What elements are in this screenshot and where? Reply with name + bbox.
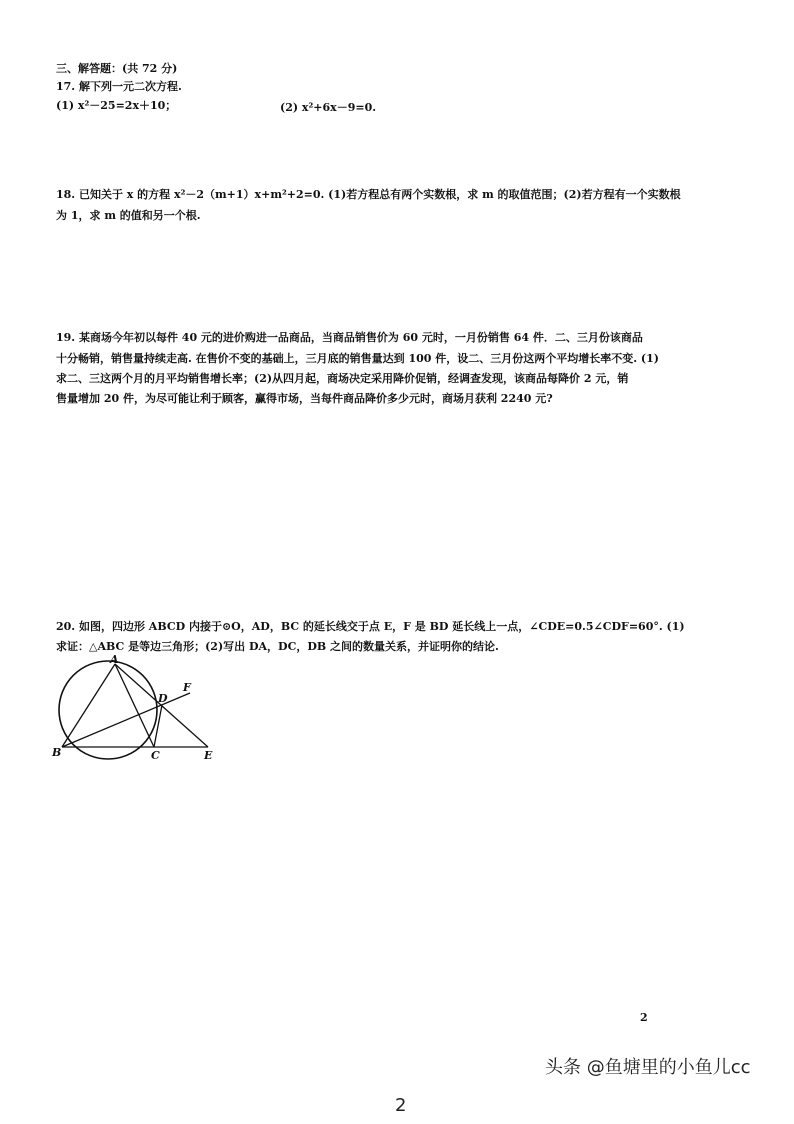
question-19-line-2: 十分畅销，销售量持续走高. 在售价不变的基础上，三月底的销售量达到 100 件，设二、三月份这两个平均增长率不变. (1)	[56, 352, 659, 365]
question-18-line-2: 为 1，求 m 的值和另一个根.	[56, 209, 201, 222]
question-19-line-4: 售量增加 20 件，为尽可能让利于顾客，赢得市场，当每件商品降价多少元时，商场月获利 2240 元?	[56, 392, 553, 405]
question-17-title: 17. 解下列一元二次方程.	[56, 80, 182, 93]
label-e: E	[204, 749, 213, 762]
watermark-text: 头条 @鱼塘里的小鱼儿cc	[545, 1057, 751, 1078]
question-20-line-2: 求证：△ABC 是等边三角形；(2)写出 DA，DC，DB 之间的数量关系，并证明你的结论.	[56, 640, 499, 653]
section-title: 三、解答题：(共 72 分)	[56, 62, 178, 75]
label-b: B	[52, 746, 62, 759]
segment-bf	[62, 693, 190, 747]
segment-ac	[115, 664, 154, 747]
segment-cd	[154, 705, 162, 747]
question-19-line-3: 求二、三这两个月的月平均销售增长率；(2)从四月起，商场决定采用降价促销，经调查发现，该商品每降价 2 元，销	[56, 372, 629, 385]
label-c: C	[151, 749, 160, 762]
label-d: D	[158, 692, 168, 705]
question-20-line-1: 20. 如图，四边形 ABCD 内接于⊙O，AD，BC 的延长线交于点 E，F 是 BD 延长线上一点，∠CDE=0.5∠CDF=60°. (1)	[56, 620, 685, 633]
page-number: 2	[395, 1095, 407, 1116]
geometry-figure	[50, 655, 230, 765]
label-a: A	[110, 655, 119, 666]
question-19-line-1: 19. 某商场今年初以每件 40 元的进价购进一品商品，当商品销售价为 60 元时，一月份销售 64 件．二、三月份该商品	[56, 331, 643, 344]
question-17-part-1: (1) x²－25=2x＋10；	[56, 99, 177, 112]
question-17-part-2: (2) x²+6x－9=0.	[280, 101, 377, 114]
segment-ab	[62, 664, 115, 747]
label-f: F	[183, 681, 191, 694]
printed-page-number: 2	[640, 1011, 648, 1024]
question-18-line-1: 18. 已知关于 x 的方程 x²－2（m+1）x+m²+2=0. (1)若方程总有两个实数根，求 m 的取值范围；(2)若方程有一个实数根	[56, 188, 681, 201]
